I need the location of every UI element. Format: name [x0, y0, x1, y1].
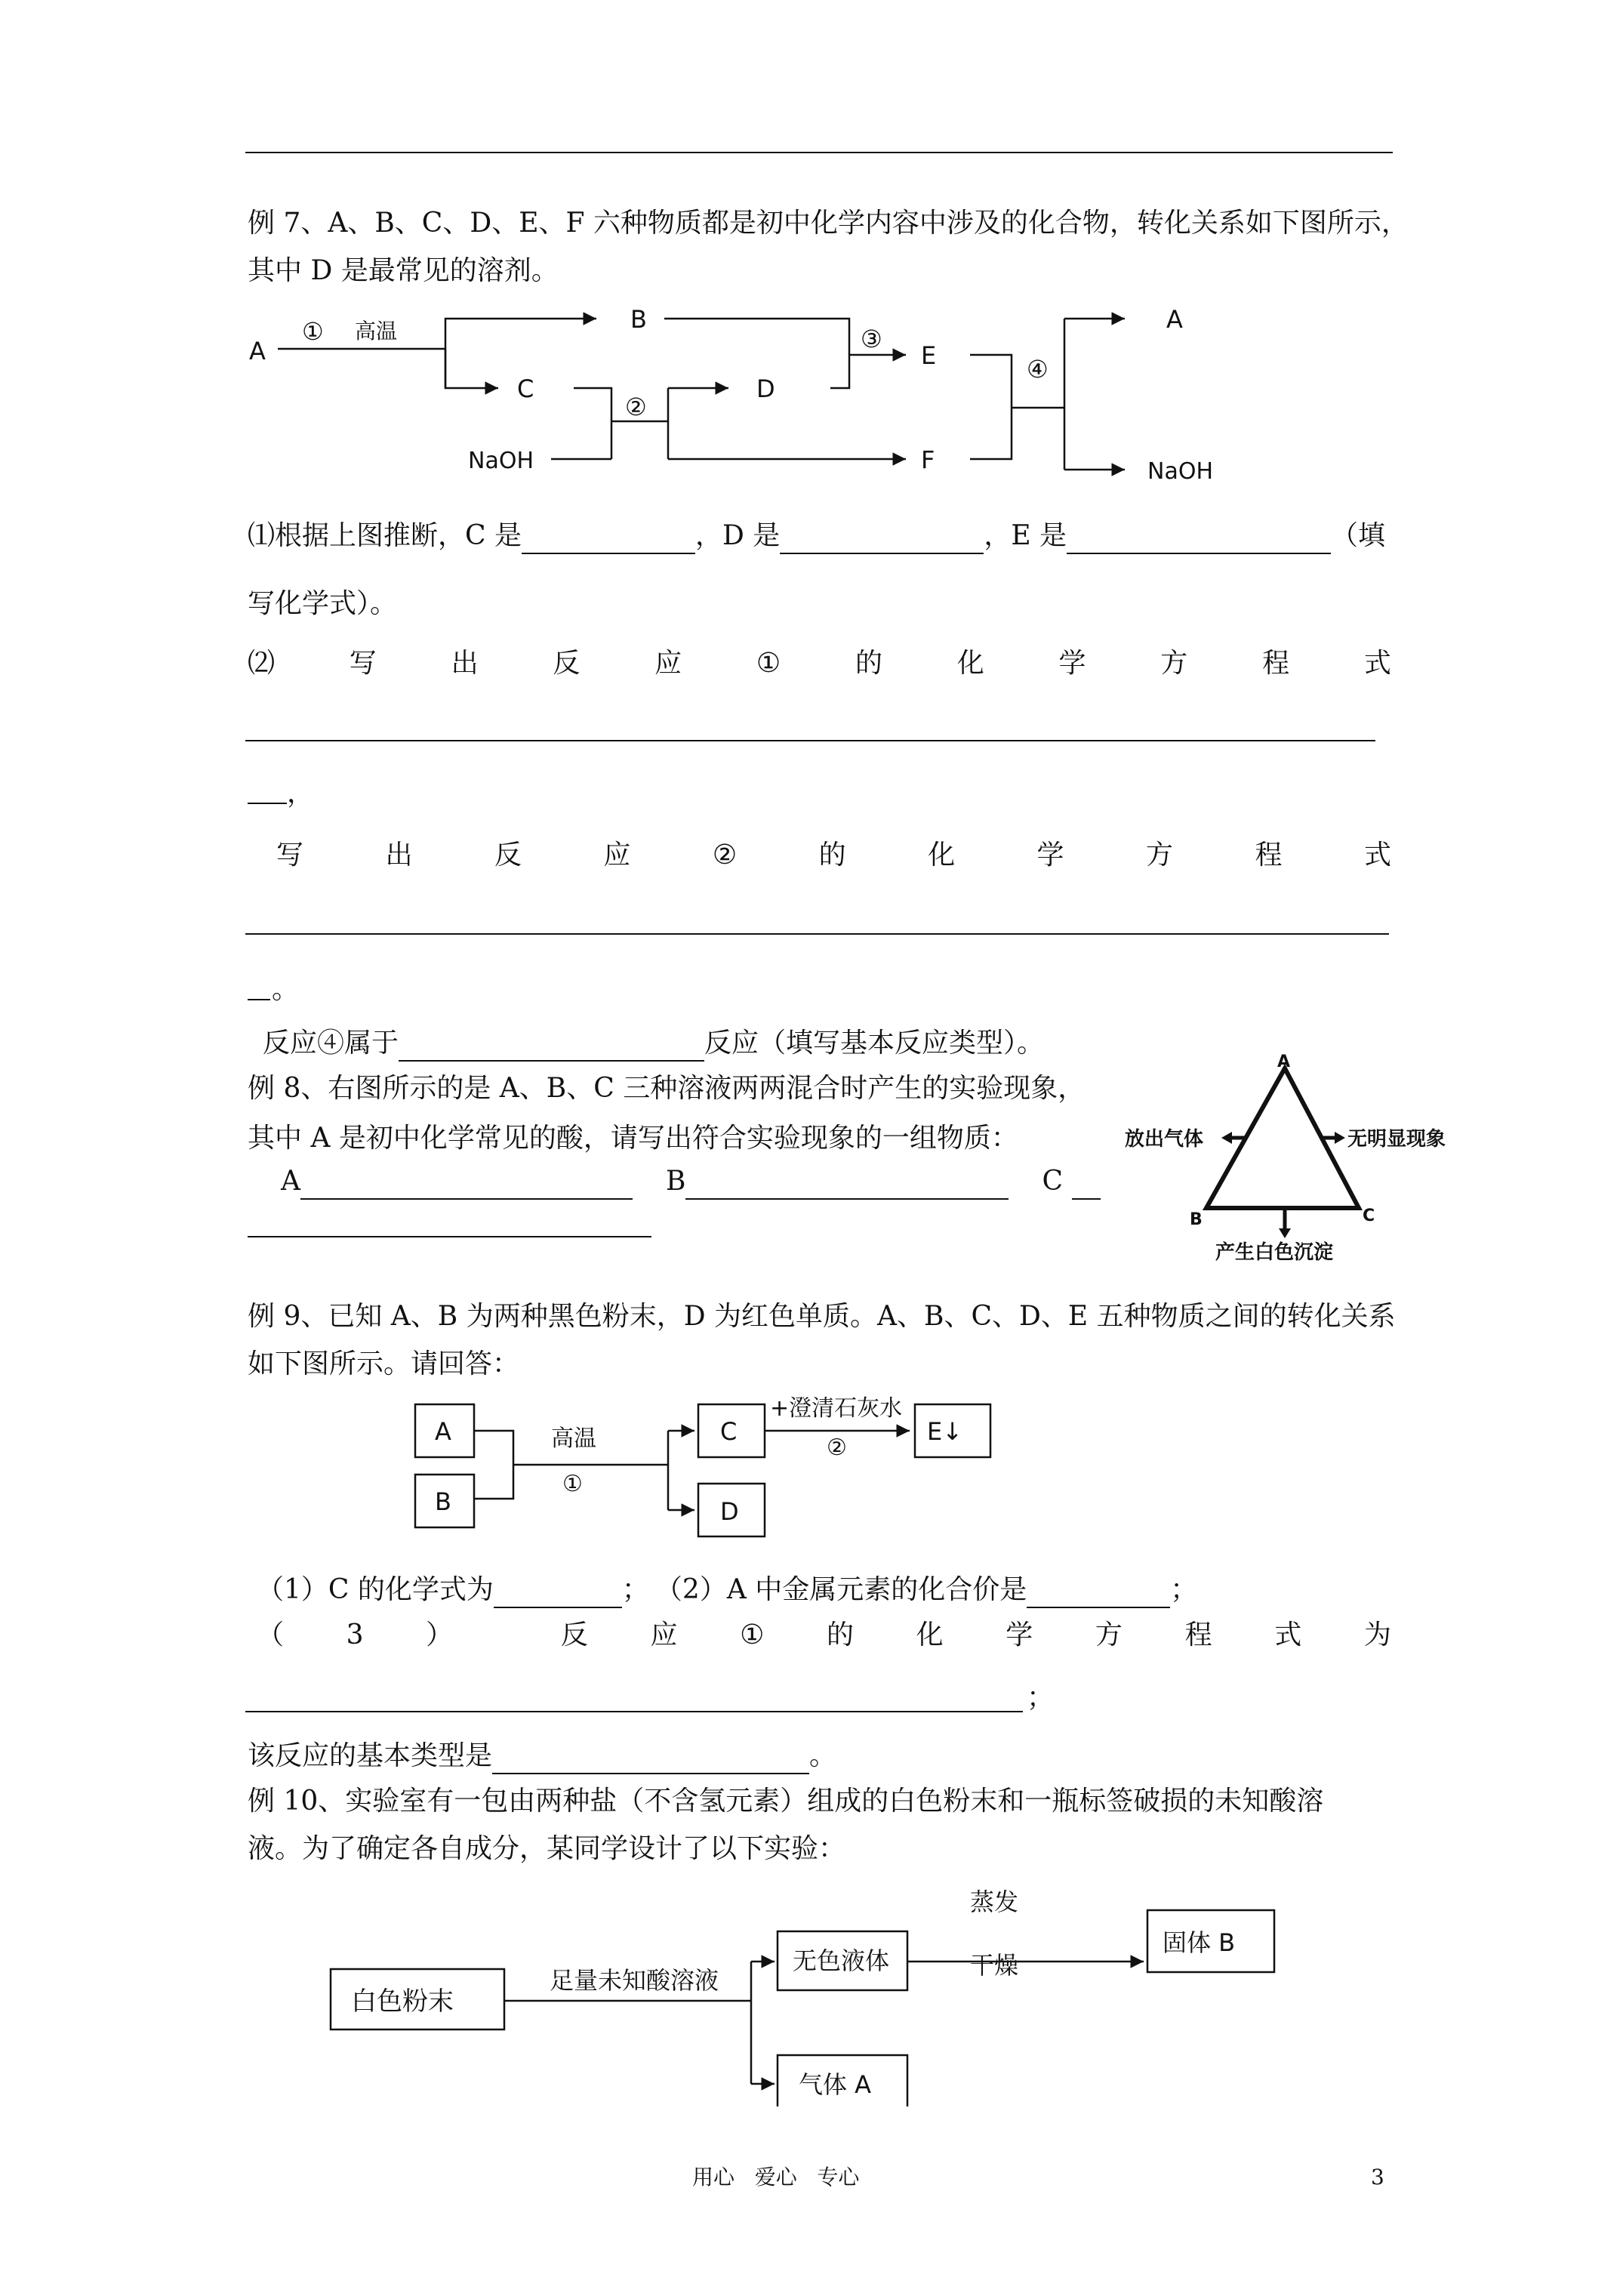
ex7-q2-row — [248, 646, 1391, 682]
ex7-line2: 其中 D 是最常见的溶剂。 — [248, 255, 559, 286]
ex8-line1: 例 8、右图所示的是 A、B、C 三种溶液两两混合时产生的实验现象， — [248, 1073, 1086, 1104]
q3-char: 反 — [494, 840, 522, 871]
ex7-q1-c: ，E 是 — [984, 520, 1067, 551]
ex9-diagram — [408, 1385, 1012, 1544]
node-c: C — [517, 374, 534, 403]
acid-solution-label: 足量未知酸溶液 — [550, 1966, 719, 1995]
q3-char: 的 — [818, 840, 846, 871]
q3-char: 化 — [916, 1620, 944, 1650]
q2-char: 学 — [1058, 648, 1086, 679]
white-precipitate-label: 产生白色沉淀 — [1215, 1241, 1334, 1264]
q2-char: 程 — [1262, 648, 1290, 679]
q2-char: ① — [756, 648, 781, 679]
ex9-q3-row — [257, 1617, 1391, 1653]
ex9-q2: （2）A 中金属元素的化合价是 — [654, 1574, 1027, 1605]
gas-a-box: 气体 A — [799, 2070, 872, 2099]
ex7-q1 — [248, 518, 1385, 554]
q3-char: 程 — [1184, 1620, 1212, 1650]
valence-blank[interactable] — [1027, 1576, 1170, 1608]
q3-char: 出 — [385, 840, 413, 871]
q3-char: 学 — [1006, 1620, 1033, 1650]
equation2-blank[interactable] — [245, 933, 1389, 935]
node-a-out: A — [1166, 305, 1183, 334]
ex7-q3-end: 。 — [272, 974, 300, 1005]
step2-label: ② — [827, 1435, 847, 1461]
ex7-q4-a: 反应④属于 — [263, 1028, 399, 1059]
no-change-label: 无明显现象 — [1347, 1128, 1446, 1151]
colorless-liquid-box: 无色液体 — [793, 1946, 890, 1975]
q3-char: ① — [740, 1620, 765, 1650]
step2-label: ② — [625, 393, 647, 421]
white-powder-box: 白色粉末 — [351, 1986, 454, 2017]
node-f: F — [921, 445, 935, 474]
basic-type-blank[interactable] — [492, 1743, 809, 1774]
solid-b-box: 固体 B — [1163, 1928, 1236, 1957]
q3-char: 方 — [1146, 840, 1174, 871]
label-b: B — [666, 1166, 686, 1197]
ex10-line1: 例 10、实验室有一包由两种盐（不含氢元素）组成的白色粉末和一瓶标签破损的未知酸溶 — [248, 1786, 1324, 1817]
step1-label: ① — [302, 317, 324, 346]
ex9-line1: 例 9、已知 A、B 为两种黑色粉末，D 为红色单质。A、B、C、D、E 五种物质之间的转化关系 — [248, 1301, 1396, 1332]
step4-label: ④ — [1027, 355, 1049, 384]
step1-label: ① — [562, 1471, 583, 1497]
q3-char: 写 — [276, 840, 304, 871]
equation3-blank[interactable] — [245, 1711, 1023, 1712]
ex9-q4 — [248, 1738, 836, 1774]
ex7-diagram — [242, 294, 1268, 491]
ex7-line1: 例 7、A、B、C、D、E、F 六种物质都是初中化学内容中涉及的化合物，转化关系如下图所示， — [248, 208, 1409, 239]
reaction-type-blank[interactable] — [399, 1030, 704, 1062]
evaporate-label: 蒸发 — [970, 1888, 1019, 1916]
q2-char: 方 — [1160, 648, 1188, 679]
node-e: E — [921, 341, 937, 370]
equation1-blank-tail[interactable] — [248, 803, 287, 804]
q2-char: 应 — [654, 648, 682, 679]
ex7-q2-end: ， — [287, 778, 315, 809]
ex8-answers — [281, 1163, 1101, 1200]
ex7-q1-cont: 写化学式）。 — [248, 588, 398, 619]
ex9-q1-end: ； — [621, 1574, 649, 1605]
formula-c-blank[interactable] — [494, 1576, 622, 1608]
q2-char: 写 — [349, 648, 377, 679]
ex10-diagram — [325, 1880, 1306, 2106]
vertex-b: B — [1190, 1210, 1203, 1229]
q3-char: 学 — [1036, 840, 1064, 871]
box-d: D — [720, 1497, 739, 1526]
box-c: C — [720, 1417, 738, 1446]
vertex-c: C — [1363, 1207, 1375, 1225]
ex9-q2-end: ； — [1170, 1574, 1198, 1605]
ex7-q4-b: 反应（填写基本反应类型）。 — [704, 1028, 1045, 1059]
q3-char: 为 — [1363, 1620, 1391, 1650]
label-a: A — [281, 1166, 300, 1197]
label-c: C — [1042, 1166, 1064, 1197]
ex7-q3-row — [276, 837, 1391, 874]
q3-char: 式 — [1274, 1620, 1302, 1650]
q2-char: 反 — [553, 648, 581, 679]
ex9-q1: （1）C 的化学式为 — [257, 1574, 494, 1605]
answer-blank-b[interactable] — [685, 1168, 1009, 1200]
high-temp-label: 高温 — [551, 1425, 596, 1452]
q3-char: 式 — [1363, 840, 1391, 871]
q3-char: 化 — [928, 840, 956, 871]
answer-blank-e[interactable] — [1067, 522, 1331, 554]
node-a: A — [249, 337, 266, 365]
ex9-line2: 如下图所示。请回答： — [248, 1348, 520, 1379]
ex9-q4-end: 。 — [809, 1740, 837, 1771]
q2-char: 式 — [1363, 648, 1391, 679]
answer-blank-a[interactable] — [300, 1168, 633, 1200]
high-temp-label: 高温 — [355, 319, 398, 344]
q3-char: （ — [257, 1620, 285, 1650]
node-naoh-in: NaOH — [468, 448, 534, 474]
q3-char: ） — [426, 1620, 454, 1650]
answer-blank-c-cont[interactable] — [248, 1236, 651, 1237]
node-b: B — [630, 305, 647, 334]
answer-blank-c[interactable] — [522, 522, 695, 554]
answer-blank-c-start[interactable] — [1072, 1168, 1101, 1200]
ex8-line2: 其中 A 是初中化学常见的酸，请写出符合实验现象的一组物质： — [248, 1123, 1018, 1154]
q3-char: 应 — [650, 1620, 678, 1650]
ex7-q4 — [263, 1025, 1044, 1062]
q2-char: ⑵ — [248, 648, 276, 679]
gas-released-label: 放出气体 — [1125, 1128, 1204, 1151]
footer-slogan: 用心 爱心 专心 — [692, 2165, 860, 2190]
vertex-a: A — [1277, 1053, 1291, 1071]
q3-char: 3 — [346, 1620, 364, 1650]
q3-char: 应 — [603, 840, 631, 871]
equation1-blank[interactable] — [245, 740, 1375, 741]
q2-char: 出 — [451, 648, 479, 679]
node-d: D — [756, 374, 775, 403]
ex9-q12 — [257, 1572, 1197, 1608]
q3-char: 方 — [1095, 1620, 1123, 1650]
limewater-label: +澄清石灰水 — [770, 1395, 903, 1422]
header-rule — [245, 152, 1393, 153]
box-a: A — [435, 1417, 451, 1446]
q3-char: 的 — [827, 1620, 855, 1650]
q3-char: ② — [712, 840, 738, 871]
q2-char: 的 — [855, 648, 882, 679]
ex9-q4-text: 该反应的基本类型是 — [248, 1740, 493, 1771]
ex7-q1-b: ，D 是 — [695, 520, 781, 551]
ex7-q1-a: ⑴根据上图推断，C 是 — [248, 520, 522, 551]
ex7-q1-d: （填 — [1331, 520, 1386, 551]
ex10-line2: 液。为了确定各自成分，某同学设计了以下实验： — [248, 1833, 846, 1864]
equation2-blank-tail[interactable] — [248, 999, 270, 1000]
box-e: E↓ — [927, 1417, 963, 1446]
answer-blank-d[interactable] — [780, 522, 984, 554]
ex9-q3-end: ； — [1027, 1682, 1055, 1713]
dry-label: 干燥 — [970, 1951, 1019, 1980]
ex8-triangle-diagram — [1117, 1053, 1464, 1272]
box-b: B — [435, 1487, 451, 1516]
step3-label: ③ — [861, 325, 882, 353]
q2-char: 化 — [956, 648, 984, 679]
q3-char: 反 — [560, 1620, 588, 1650]
page-number: 3 — [1371, 2165, 1384, 2190]
q3-char: 程 — [1255, 840, 1283, 871]
node-naoh-out: NaOH — [1147, 458, 1213, 485]
